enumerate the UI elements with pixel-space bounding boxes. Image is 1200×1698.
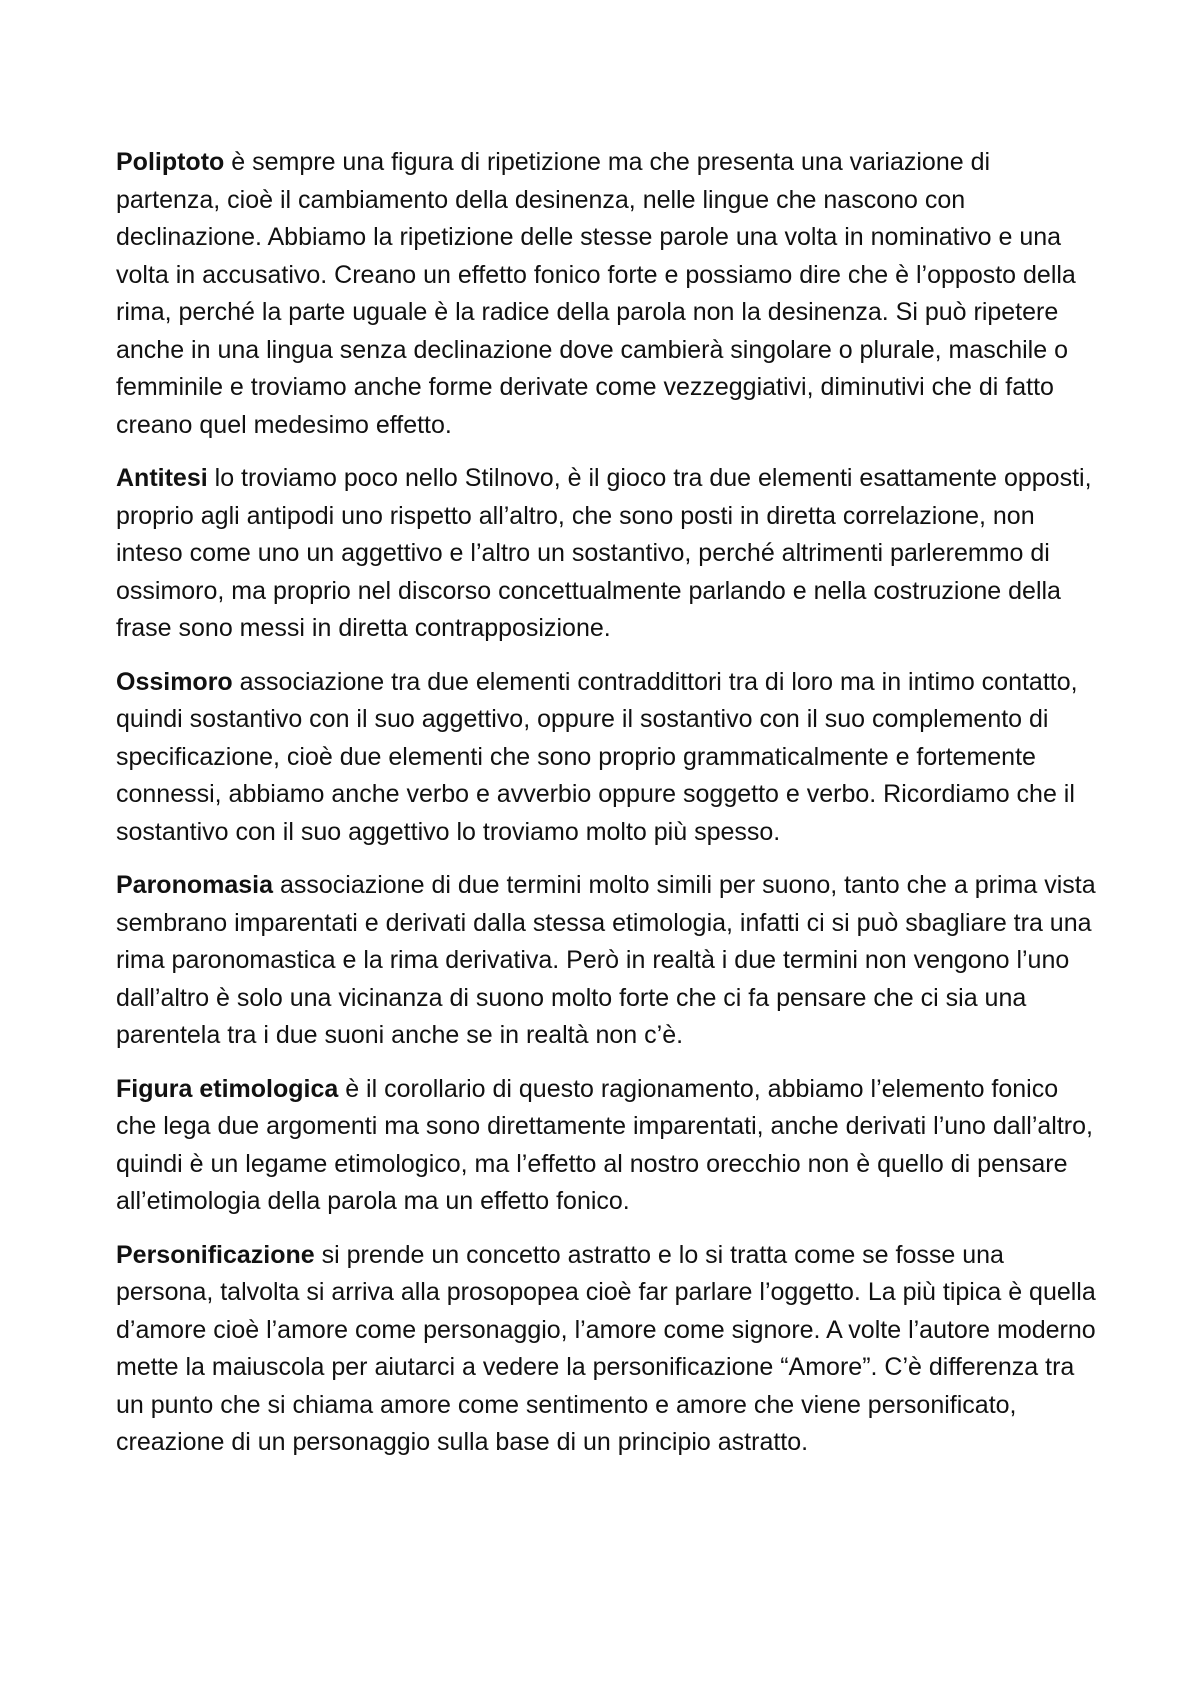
paragraph-figura-etimologica [116,1071,1096,1221]
term-heading: Figura etimologica [116,1074,339,1103]
paragraph-text: associazione tra due elementi contraddittori tra di loro ma in intimo contatto, quindi sostantivo con il suo aggettivo, oppure il sostantivo con il suo complemento di specificazione, cioè due elementi che sono proprio grammaticalmente e fortemente connessi, abbiamo anche verbo e avverbio oppure soggetto e verbo. Ricordiamo che il sostantivo con il suo aggettivo lo troviamo molto più spesso. [116,667,1078,846]
paragraph-ossimoro [116,664,1096,852]
paragraph-antitesi [116,460,1096,648]
paragraph-text: associazione di due termini molto simili per suono, tanto che a prima vista sembrano imparentati e derivati dalla stessa etimologia, infatti ci si può sbagliare tra una rima paronomastica e la rima derivativa. Però in realtà i due termini non vengono l’uno dall’altro è solo una vicinanza di suono molto forte che ci fa pensare che ci sia una parentela tra i due suoni anche se in realtà non c’è. [116,871,1096,1049]
document-body [116,144,1096,1478]
paragraph-text: si prende un concetto astratto e lo si tratta come se fosse una persona, talvolta si arriva alla prosopopea cioè far parlare l’oggetto. La più tipica è quella d’amore cioè l’amore come personaggio, l’amore come signore. A volte l’autore moderno mette la maiuscola per aiutarci a vedere la personificazione “Amore”. C’è differenza tra un punto che si chiama amore come sentimento e amore che viene personificato, creazione di un personaggio sulla base di un principio astratto. [116,1240,1096,1456]
term-heading: Ossimoro [116,667,233,696]
paragraph-text: è sempre una figura di ripetizione ma che presenta una variazione di partenza, cioè il cambiamento della desinenza, nelle lingue che nascono con declinazione. Abbiamo la ripetizione delle stesse parole una volta in nominativo e una volta in accusativo. Creano un effetto fonico forte e possiamo dire che è l’opposto della rima, perché la parte uguale è la radice della parola non la desinenza. Si può ripetere anche in una lingua senza declinazione dove cambierà singolare o plurale, maschile o femminile e troviamo anche forme derivate come vezzeggiativi, diminutivi che di fatto creano quel medesimo effetto. [116,148,1076,439]
term-heading: Personificazione [116,1240,315,1269]
term-heading: Antitesi [116,464,208,492]
term-heading: Paronomasia [116,871,274,899]
paragraph-text: lo troviamo poco nello Stilnovo, è il gioco tra due elementi esattamente opposti, proprio agli antipodi uno rispetto all’altro, che sono posti in diretta correlazione, non inteso come uno un aggettivo e l’altro un sostantivo, perché altrimenti parleremmo di ossimoro, ma proprio nel discorso concettualmente parlando e nella costruzione della frase sono messi in diretta contrapposizione. [116,464,1092,642]
paragraph-personificazione [116,1237,1096,1462]
paragraph-text: è il corollario di questo ragionamento, abbiamo l’elemento fonico che lega due argomenti ma sono direttamente imparentati, anche derivati l’uno dall’altro, quindi è un legame etimologico, ma l’effetto al nostro orecchio non è quello di pensare all’etimologia della parola ma un effetto fonico. [116,1074,1093,1215]
paragraph-paronomasia [116,867,1096,1055]
term-heading: Poliptoto [116,148,225,176]
paragraph-poliptoto [116,144,1096,444]
